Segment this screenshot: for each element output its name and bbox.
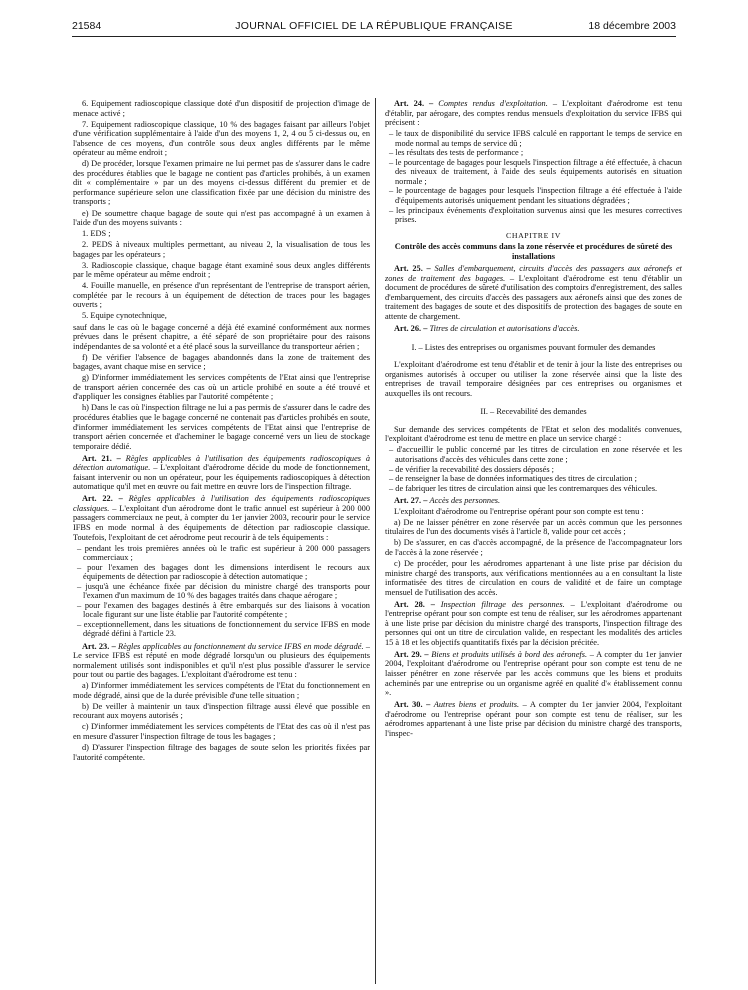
list-item: – le taux de disponibilité du service IFBS calculé en rapportant le temps de service en mode normal au temps de service dû ; [385,129,682,148]
paragraph: Sur demande des services compétents de l'Etat et selon des modalités convenues, l'exploitant d'aérodrome est tenu de mettre en place un service chargé : [385,424,682,444]
paragraph: 1. EDS ; [82,229,111,239]
paragraph: g) D'informer immédiatement les services compétents de l'Etat ainsi que l'entreprise de transport aérien concernée des cas où un article prohibé en soute a été trouvé et d'appliquer les consignes établies par l'autorité compétente ; [73,373,370,402]
article-title: Règles applicables à l'utilisation des équipements radioscopiques à détection automatique. [73,453,370,473]
article-number: Art. 27. – [394,495,428,505]
chapter-heading: CHAPITRE IV [506,230,561,240]
paragraph: 4. Fouille manuelle, en présence d'un représentant de l'entreprise de transport aérien, complétée par le recours à un équipement de détection de traces pour les bagages ouverts ; [73,281,370,310]
article-title: Règles applicables à l'utilisation des équipements radioscopiques classiques. [73,494,370,513]
paragraph: d) D'assurer l'inspection filtrage des bagages de soute selon les priorités fixées par l'autorité compétente. [73,743,370,762]
article-text: – A compter du 1er janvier 2004, l'exploitant d'aérodrome ou l'entreprise opérant pour son compte est tenu de ne laisser pénétrer en zone réservée par les accès communs que les biens et produits acheminés par une entreprise ou un organisme agréé en qualité d'« établissement connu ». [385,649,682,698]
list-item: – les principaux événements d'exploitation survenus ainsi que les mesures correctives prises. [385,206,682,225]
article-number: Art. 29. – [394,649,429,659]
article-text: – L'exploitant d'un aérodrome dont le trafic annuel est supérieur à 200 000 passagers commerciaux ne peut, à compter du 1er janvier 2003, recourir pour le service IFBS en mode normal à des équipements de détection par radioscopie classique. Toutefois, l'exploitant de cet aérodrome peut recourir à de tels équipements : [73,503,370,542]
article-27 [385,496,682,506]
article-number: Art. 24. – [394,99,434,108]
paragraph: 2. PEDS à niveaux multiples permettant, au niveau 2, la visualisation de tous les bagages par les opérateurs ; [73,240,370,259]
article-number: Art. 28. – [394,599,435,609]
article-title: Autres biens et produits. [433,700,520,710]
paragraph: c) D'informer immédiatement les services compétents de l'Etat des cas où il n'est pas en mesure d'assurer l'inspection filtrage de tous les bagages ; [73,722,370,741]
article-24-list [385,129,682,224]
paragraph: c) De procéder, pour les aérodromes appartenant à une liste prise par décision du ministre chargé des transports, aux vérifications mentionnées au a en consultant la liste informatisée des titres de circulation en cours de validité et de faire un comptage mensuel de l'utilisation des accès. [385,558,682,597]
article-number: Art. 21. – [82,453,121,463]
article-text: – A compter du 1er janvier 2004, l'exploitant d'aérodrome ou l'entreprise opérant pour son compte est tenu de réaliser, sur les aérodromes appartenant à une liste prise par décision du ministre chargé des transports, l'inspec- [385,700,682,738]
page-number: 21584 [72,20,102,32]
article-24 [385,99,682,128]
article-26 [385,324,682,334]
article-title: Règles applicables au fonctionnement du service IFBS en mode dégradé. [118,641,364,651]
article-30 [385,700,682,738]
header-rule [72,36,676,37]
paragraph: 7. Equipement radioscopique classique, 10 % des bagages faisant par ailleurs l'objet d'une vérification supplémentaire à l'aide d'un des moyens 1, 2, 4 ou 5 ci-dessus ou, en l'absence de ces moyens, d'un contrôle sous deux angles différents par le même opérateur au même endroit ; [73,119,370,158]
paragraph: f) De vérifier l'absence de bagages abandonnés dans la zone de traitement des bagages, avant chaque mise en service ; [73,352,370,372]
article-28 [385,600,682,648]
article-21 [73,454,370,492]
section-2-list [385,445,682,493]
paragraph: d) De procéder, lorsque l'examen primaire ne lui permet pas de s'assurer dans le cadre des procédures établies que le bagage ne contient pas d'articles prohibés, à un examen dit « complémentaire » par un des moyens ci-dessus différent du premier et de performance supérieure selon une classification fixée par une décision du ministre des transports ; [73,159,370,207]
list-item: – le pourcentage de bagages pour lesquels l'inspection filtrage a été effectuée, à chacun des niveaux de traitement, à l'aide des seuls équipements autorisés en situation normale ; [385,158,682,187]
list-item: – pendant les trois premières années où le trafic est supérieur à 200 000 passagers commerciaux ; [73,544,370,563]
paragraph: 5. Equipe cynotechnique, [82,311,167,321]
article-29 [385,650,682,698]
list-item: – pour l'examen des bagages destinés à être embarqués sur des liaisons à vocation locale figurant sur une liste établie par l'autorité compétente ; [73,601,370,620]
article-25 [385,264,682,321]
page-header [72,20,676,36]
section-heading: II. – Recevabilité des demandes [480,407,587,417]
list-item: – jusqu'à une échéance fixée par décision du ministre chargé des transports pour l'examen d'un maximum de 10 % des bagages traités dans chaque aérogare ; [73,582,370,601]
article-number: Art. 26. – [394,324,428,334]
paragraph: 6. Equipement radioscopique classique doté d'un dispositif de projection d'image de menace activé ; [73,99,370,118]
paragraph: b) De veiller à maintenir un taux d'inspection filtrage aussi élevé que possible en recourant aux moyens autorisés ; [73,701,370,721]
paragraph: 3. Radioscopie classique, chaque bagage étant examiné sous deux angles différents par le même opérateur au même endroit ; [73,260,370,280]
article-title: Inspection filtrage des personnes. [440,599,565,609]
paragraph: e) De soumettre chaque bagage de soute qui n'est pas accompagné à un examen à l'aide d'un des moyens suivants : [73,208,370,228]
right-column [385,99,682,984]
article-text: – Le service IFBS est réputé en mode dégradé lorsqu'un ou plusieurs des équipements normalement utilisés sont indisponibles et qu'il n'est plus possible d'assurer le service pour tout ou partie des bagages. L'exploitant d'aérodrome est tenu : [73,641,370,680]
paragraph: a) D'informer immédiatement les services compétents de l'Etat du fonctionnement en mode dégradé, ainsi que de la durée prévisible d'une telle situation ; [73,681,370,700]
article-number: Art. 22. – [82,494,123,504]
article-number: Art. 30. – [394,700,431,710]
publication-date: 18 décembre 2003 [588,20,676,32]
list-item: – de vérifier la recevabilité des dossiers déposés ; [385,465,682,475]
paragraph: L'exploitant d'aérodrome ou l'entreprise opérant pour son compte est tenu : [394,506,644,516]
section-heading: I. – Listes des entreprises ou organismes pouvant formuler des demandes [411,342,656,352]
list-item: – le pourcentage de bagages pour lesquels l'inspection filtrage a été effectuée à l'aide d'équipements autorisés uniquement pendant les situations dégradées ; [385,186,682,205]
column-divider [375,98,376,984]
list-item: – les résultats des tests de performance ; [385,148,682,158]
article-text: – L'exploitant d'aérodrome ou l'entreprise opérant pour son compte est tenu de réaliser, sur les aérodromes appartenant à une liste prise par décision du ministre chargé des transports, l'inspection filtrage des personnes qui ont un titre de circulation valide, en respectant les modalités des articles 15 à 18 et les objectifs quantitatifs fixés par la décision précitée. [385,599,682,647]
list-item: – de fabriquer les titres de circulation ainsi que les contremarques des véhicules. [385,484,682,494]
article-text: – L'exploitant d'aérodrome décide du mode de fonctionnement, faisant intervenir ou non un opérateur, pour les équipements radioscopiques à détection automatique qu'il met en œuvre ou fait mettre en œuvre lors de l'inspection filtrage. [73,463,370,492]
article-number: Art. 25. – [394,264,431,274]
list-item: – exceptionnellement, dans les situations de fonctionnement du service IFBS en mode dégradé défini à l'article 23. [73,620,370,639]
journal-title: JOURNAL OFFICIEL DE LA RÉPUBLIQUE FRANÇAISE [235,20,513,32]
paragraph: a) De ne laisser pénétrer en zone réservée par un accès commun que les personnes titulaires de l'un des documents visés à l'article 8, valide pour cet accès ; [385,517,682,537]
chapter-title: Contrôle des accès communs dans la zone réservée et procédures de sûreté des installations [394,242,673,261]
article-22 [73,494,370,542]
article-title: Accès des personnes. [429,495,501,505]
article-23 [73,642,370,680]
list-item: – de renseigner la base de données informatiques des titres de circulation ; [385,474,682,484]
article-title: Titres de circulation et autorisations d'accès. [429,324,580,334]
left-column [73,99,370,984]
article-title: Salles d'embarquement, circuits d'accès des passagers aux aéronefs et zones de traitement des bagages. [385,264,682,283]
article-text: – L'exploitant d'aérodrome est tenu d'établir un document de procédures de sûreté d'utilisation des comptoirs d'enregistrement, des salles d'embarquement, des circuits d'accès des passagers aux aéronefs ainsi que des zones de traitement des bagages de soute et des dispositifs de protection des bagages de soute en attente de chargement. [385,273,682,321]
list-item: – pour l'examen des bagages dont les dimensions interdisent le recours aux équipements de détection par radioscopie à détection automatique ; [73,563,370,582]
paragraph: h) Dans le cas où l'inspection filtrage ne lui a pas permis de s'assurer dans le cadre des procédures établies que le bagage concerné ne contenait pas d'articles prohibés en soute, d'informer immédiatement les services compétents de l'Etat ainsi que l'entreprise de transport aérien concernée et d'acheminer le bagage concerné vers un lieu de stockage temporaire dédié. [73,403,370,451]
paragraph: L'exploitant d'aérodrome est tenu d'établir et de tenir à jour la liste des entreprises ou organismes autorisés à occuper ou utiliser la zone réservée ainsi que la liste des entreprises de travail temporaire désignées par ces entreprises ou organismes et auxquelles ils ont recours. [385,360,682,398]
paragraph: sauf dans le cas où le bagage concerné a déjà été examiné conformément aux normes prévues dans le présent chapitre, a été séparé de son propriétaire pour des raisons indépendantes de sa volonté et a été placé sous la surveillance du transporteur aérien ; [73,322,370,351]
article-text: – L'exploitant d'aérodrome est tenu d'établir, par aérogare, des comptes rendus mensuels d'exploitation du service IFBS qui précisent : [385,99,682,128]
article-22-list [73,544,370,639]
paragraph: b) De s'assurer, en cas d'accès accompagné, de la présence de l'accompagnateur lors de l'accès à la zone réservée ; [385,538,682,557]
article-number: Art. 23. – [82,641,116,651]
article-title: Comptes rendus d'exploitation. [438,99,548,108]
article-title: Biens et produits utilisés à bord des aéronefs. [431,649,588,659]
list-item: – d'accueillir le public concerné par les titres de circulation en zone réservée et les autorisations d'accès des véhicules dans cette zone ; [385,445,682,464]
